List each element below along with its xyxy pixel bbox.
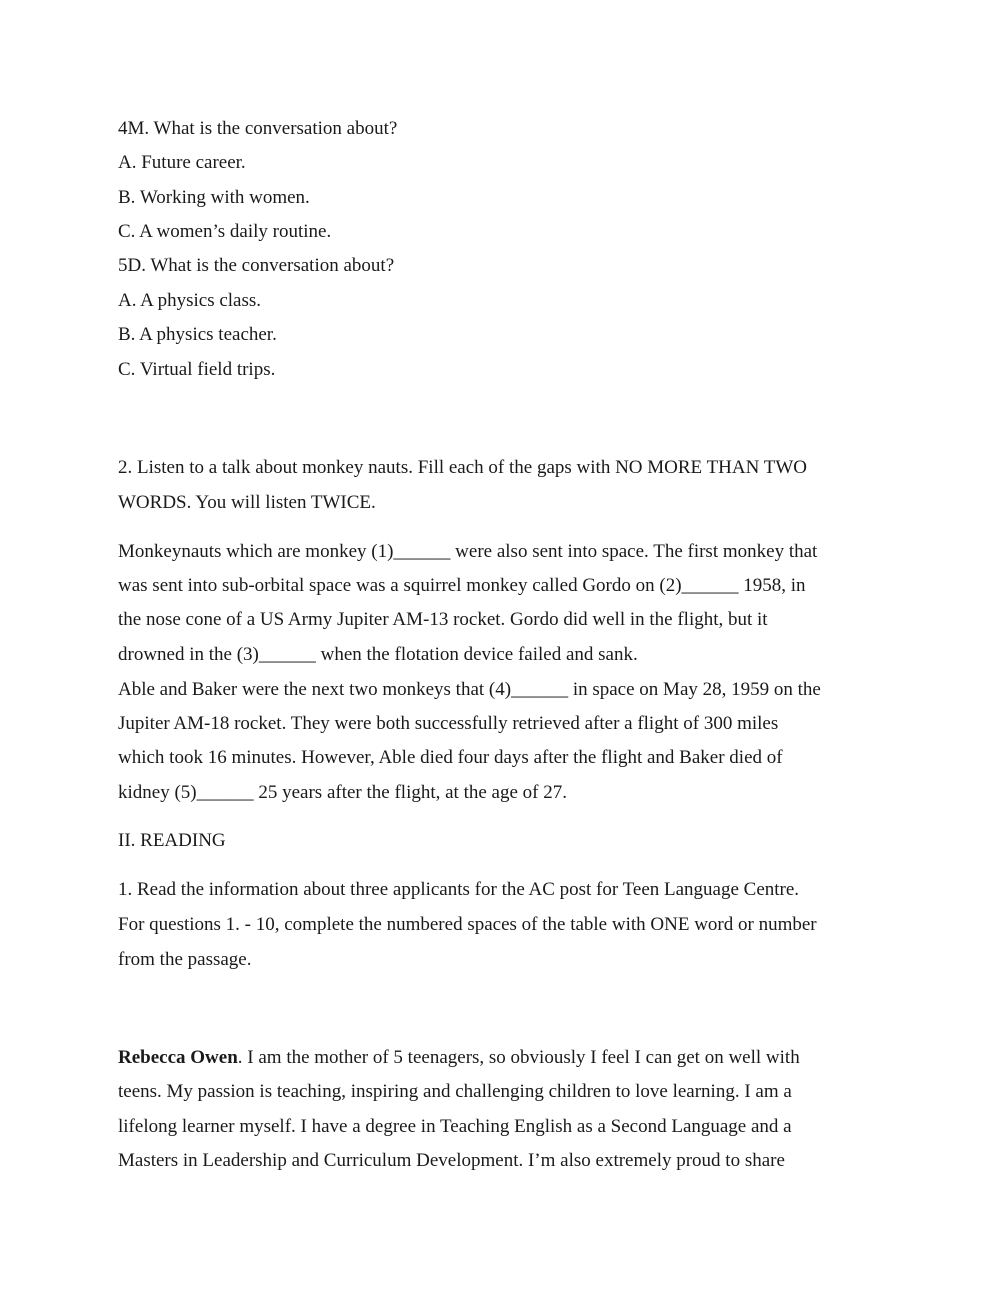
passage-line: Jupiter AM-18 rocket. They were both successfully retrieved after a flight of 300 miles bbox=[118, 713, 779, 734]
passage-line: Monkeynauts which are monkey (1)______ were also sent into space. The first monkey that bbox=[118, 541, 818, 562]
applicant-line: Masters in Leadership and Curriculum Development. I’m also extremely proud to share bbox=[118, 1150, 785, 1171]
listening-instruction-line: 2. Listen to a talk about monkey nauts. Fill each of the gaps with NO MORE THAN TWO bbox=[118, 457, 808, 478]
passage-line: which took 16 minutes. However, Able died four days after the flight and Baker died of bbox=[118, 747, 783, 768]
question-5d: 5D. What is the conversation about? bbox=[118, 255, 395, 276]
applicant-line: teens. My passion is teaching, inspiring and challenging children to love learning. I am a bbox=[118, 1081, 792, 1102]
passage-line: was sent into sub-orbital space was a squirrel monkey called Gordo on (2)______ 1958, in bbox=[118, 575, 806, 596]
question-5d-option-c: C. Virtual field trips. bbox=[118, 359, 276, 380]
section-heading-reading: II. READING bbox=[118, 830, 226, 851]
passage-line: kidney (5)______ 25 years after the flight, at the age of 27. bbox=[118, 782, 567, 803]
question-4m-option-b: B. Working with women. bbox=[118, 187, 310, 208]
reading-instruction-line: For questions 1. - 10, complete the numbered spaces of the table with ONE word or number bbox=[118, 914, 817, 935]
applicant-line: lifelong learner myself. I have a degree in Teaching English as a Second Language and a bbox=[118, 1116, 792, 1137]
passage-line: Able and Baker were the next two monkeys that (4)______ in space on May 28, 1959 on the bbox=[118, 679, 821, 700]
applicant-name: Rebecca Owen bbox=[118, 1047, 238, 1068]
passage-line: the nose cone of a US Army Jupiter AM-13 rocket. Gordo did well in the flight, but it bbox=[118, 609, 768, 630]
question-5d-option-b: B. A physics teacher. bbox=[118, 324, 277, 345]
applicant-paragraph-first-line bbox=[118, 1046, 800, 1070]
question-4m-option-c: C. A women’s daily routine. bbox=[118, 221, 332, 242]
applicant-text: . I am the mother of 5 teenagers, so obviously I feel I can get on well with bbox=[237, 1047, 800, 1068]
reading-instruction-line: 1. Read the information about three applicants for the AC post for Teen Language Centre. bbox=[118, 879, 800, 900]
question-5d-option-a: A. A physics class. bbox=[118, 290, 262, 311]
reading-instruction-line: from the passage. bbox=[118, 949, 252, 970]
question-4m-option-a: A. Future career. bbox=[118, 152, 246, 173]
question-4m: 4M. What is the conversation about? bbox=[118, 118, 398, 139]
listening-instruction-line: WORDS. You will listen TWICE. bbox=[118, 492, 376, 513]
passage-line: drowned in the (3)______ when the flotation device failed and sank. bbox=[118, 644, 638, 665]
